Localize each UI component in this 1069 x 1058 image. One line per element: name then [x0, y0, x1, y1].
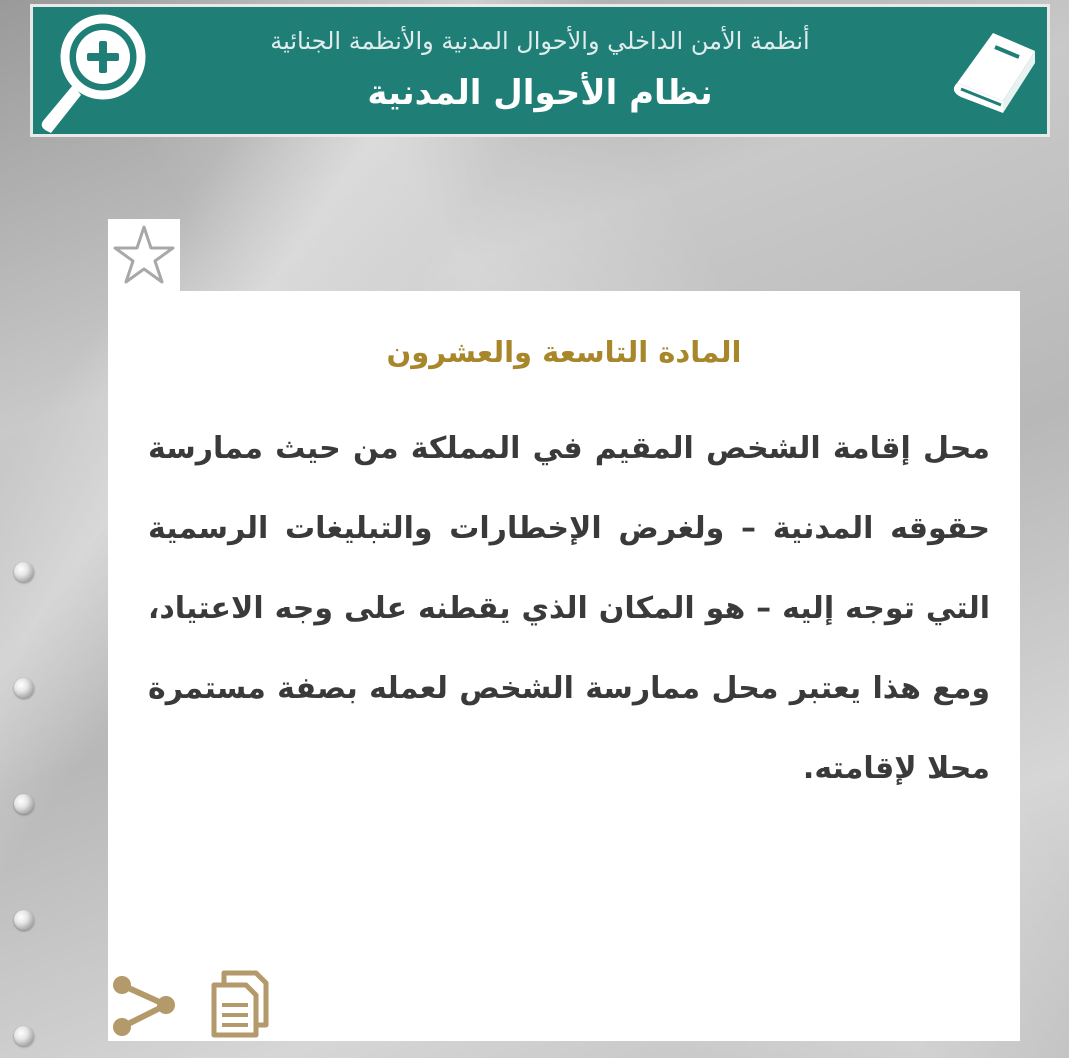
page-indicator-dot[interactable]: [14, 1026, 34, 1046]
star-icon: [108, 219, 180, 291]
header-subtitle: أنظمة الأمن الداخلي والأحوال المدنية والأنظمة الجنائية: [270, 27, 810, 55]
page-indicator-dot[interactable]: [14, 678, 34, 698]
copy-icon: [210, 969, 270, 1039]
article-card: [108, 291, 1020, 1041]
zoom-in-icon: [35, 9, 155, 134]
page-indicator-dot[interactable]: [14, 910, 34, 930]
share-button[interactable]: [112, 975, 178, 1037]
favorite-button[interactable]: [108, 219, 180, 291]
page-indicator-dot[interactable]: [14, 794, 34, 814]
page-indicator-dot[interactable]: [14, 562, 34, 582]
share-icon: [112, 975, 178, 1037]
article-body: محل إقامة الشخص المقيم في المملكة من حيث ممارسة حقوقه المدنية – ولغرض الإخطارات والتبليغات الرسمية التي توجه إليه – هو المكان الذي يقطنه على وجه الاعتياد، ومع هذا يعتبر محل ممارسة الشخص لعمله بصفة مستمرة محلا لإقامته.: [148, 431, 990, 786]
article-title: المادة التاسعة والعشرون: [386, 335, 742, 369]
book-icon: [943, 29, 1039, 119]
app-header: [30, 4, 1050, 137]
page-title: نظام الأحوال المدنية: [367, 73, 713, 113]
copy-button[interactable]: [210, 969, 270, 1039]
zoom-in-button[interactable]: [35, 9, 155, 134]
